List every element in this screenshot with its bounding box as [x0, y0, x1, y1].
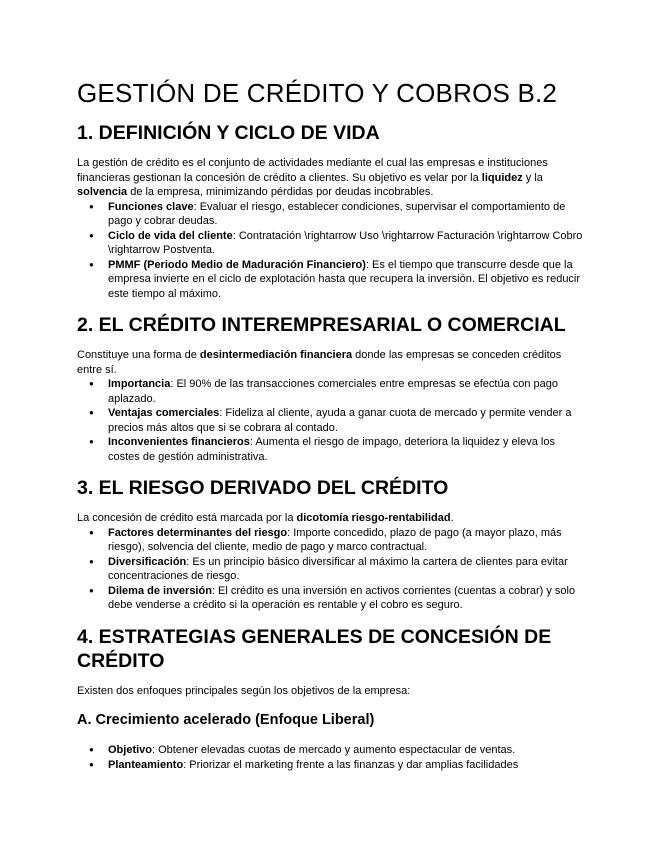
bold-term: Ciclo de vida del cliente [108, 229, 233, 242]
list-item [108, 526, 583, 555]
bold-term: Funciones clave [108, 200, 194, 213]
list-item [108, 555, 583, 584]
bold-term: Factores determinantes del riesgo [108, 526, 288, 539]
item-text: : Aumenta el riesgo de impago, deteriora la liquidez y eleva los costes de gestión administrativa. [108, 436, 555, 463]
section-heading: 2. EL CRÉDITO INTEREMPRESARIAL O COMERCIAL [77, 314, 566, 336]
bold-term: liquidez [481, 171, 523, 184]
list-item [108, 758, 583, 773]
item-text: : Obtener elevadas cuotas de mercado y aumento espectacular de ventas. [152, 744, 516, 756]
section-riesgo [77, 476, 583, 613]
document-title: GESTIÓN DE CRÉDITO Y COBROS B.2 [77, 78, 558, 108]
section-heading: 4. ESTRATEGIAS GENERALES DE CONCESIÓN DE CRÉDITO [77, 625, 552, 672]
paragraph-text: y la [522, 171, 543, 184]
list-item [108, 258, 583, 302]
section-paragraph [77, 511, 583, 526]
bold-term: PMMF (Periodo Medio de Maduración Financiero) [108, 258, 366, 271]
paragraph-text: . [450, 512, 454, 524]
bold-term: Ventajas comerciales [108, 407, 220, 419]
list-item [108, 406, 583, 435]
bold-term: dicotomía riesgo-rentabilidad [296, 512, 451, 524]
list-item [108, 743, 583, 758]
list-item [108, 200, 583, 229]
list-item [108, 435, 583, 464]
section-paragraph [77, 156, 583, 200]
item-text: : Es un principio básico diversificar al máximo la cartera de clientes para evitar concentraciones de riesgo. [108, 555, 568, 582]
bold-term: desintermediación financiera [199, 349, 353, 361]
subsection-heading: A. Crecimiento acelerado (Enfoque Liberal) [77, 712, 375, 728]
bullet-list [77, 377, 583, 464]
item-text: : Contratación \rightarrow Uso \rightarrow Facturación \rightarrow Cobro \rightarrow Postventa. [108, 229, 583, 256]
section-estrategias [77, 625, 583, 773]
paragraph-text: donde las empresas se conceden créditos entre sí. [77, 349, 562, 376]
bold-term: solvencia [77, 186, 128, 198]
bullet-list [77, 743, 583, 772]
item-text: : El crédito es una inversión en activos corrientes (cuentas a cobrar) y solo debe venderse a crédito si la operación es rentable y el cobro es seguro. [108, 584, 576, 611]
paragraph-text: La concesión de crédito está marcada por la [77, 512, 297, 524]
bold-term: Importancia [108, 378, 171, 390]
section-paragraph [77, 348, 583, 377]
bold-term: Dilema de inversión [108, 584, 212, 597]
bullet-list [77, 200, 583, 302]
section-credito-interempresarial [77, 313, 583, 464]
paragraph-text: La gestión de crédito es el conjunto de actividades mediante el cual las empresas e instituciones financieras gestionan la concesión de crédito a clientes. Su objetivo es velar por la [77, 157, 548, 184]
section-heading: 1. DEFINICIÓN Y CICLO DE VIDA [77, 122, 380, 144]
section-paragraph: Existen dos enfoques principales según los objetivos de la empresa: [77, 684, 411, 697]
section-definicion [77, 121, 583, 301]
bold-term: Diversificación [108, 555, 187, 568]
bold-term: Planteamiento [108, 758, 184, 771]
list-item [108, 229, 583, 258]
item-text: : Priorizar el marketing frente a las finanzas y dar amplias facilidades [183, 758, 519, 771]
item-text: : Es el tiempo que transcurre desde que la empresa invierte en el ciclo de explotación hasta que recupera la inversión. El objetivo es reducir este tiempo al máximo. [108, 258, 581, 300]
item-text: : Importe concedido, plazo de pago (a mayor plazo, más riesgo), solvencia del cliente, medio de pago y marco contractual. [108, 526, 562, 553]
item-text: : El 90% de las transacciones comerciales entre empresas se efectúa con pago aplazado. [108, 378, 559, 405]
section-heading: 3. EL RIESGO DERIVADO DEL CRÉDITO [77, 477, 449, 499]
paragraph-text: Constituye una forma de [77, 349, 200, 361]
list-item [108, 377, 583, 406]
bullet-list [77, 526, 583, 613]
bold-term: Inconvenientes financieros [108, 436, 250, 448]
item-text: : Fideliza al cliente, ayuda a ganar cuota de mercado y permite vender a precios más altos que si se cobrara al contado. [108, 407, 572, 434]
list-item [108, 584, 583, 613]
paragraph-text: de la empresa, minimizando pérdidas por deudas incobrables. [127, 186, 434, 198]
item-text: : Evaluar el riesgo, establecer condiciones, supervisar el comportamiento de pago y cobrar deudas. [108, 200, 566, 227]
bold-term: Objetivo [108, 744, 153, 756]
